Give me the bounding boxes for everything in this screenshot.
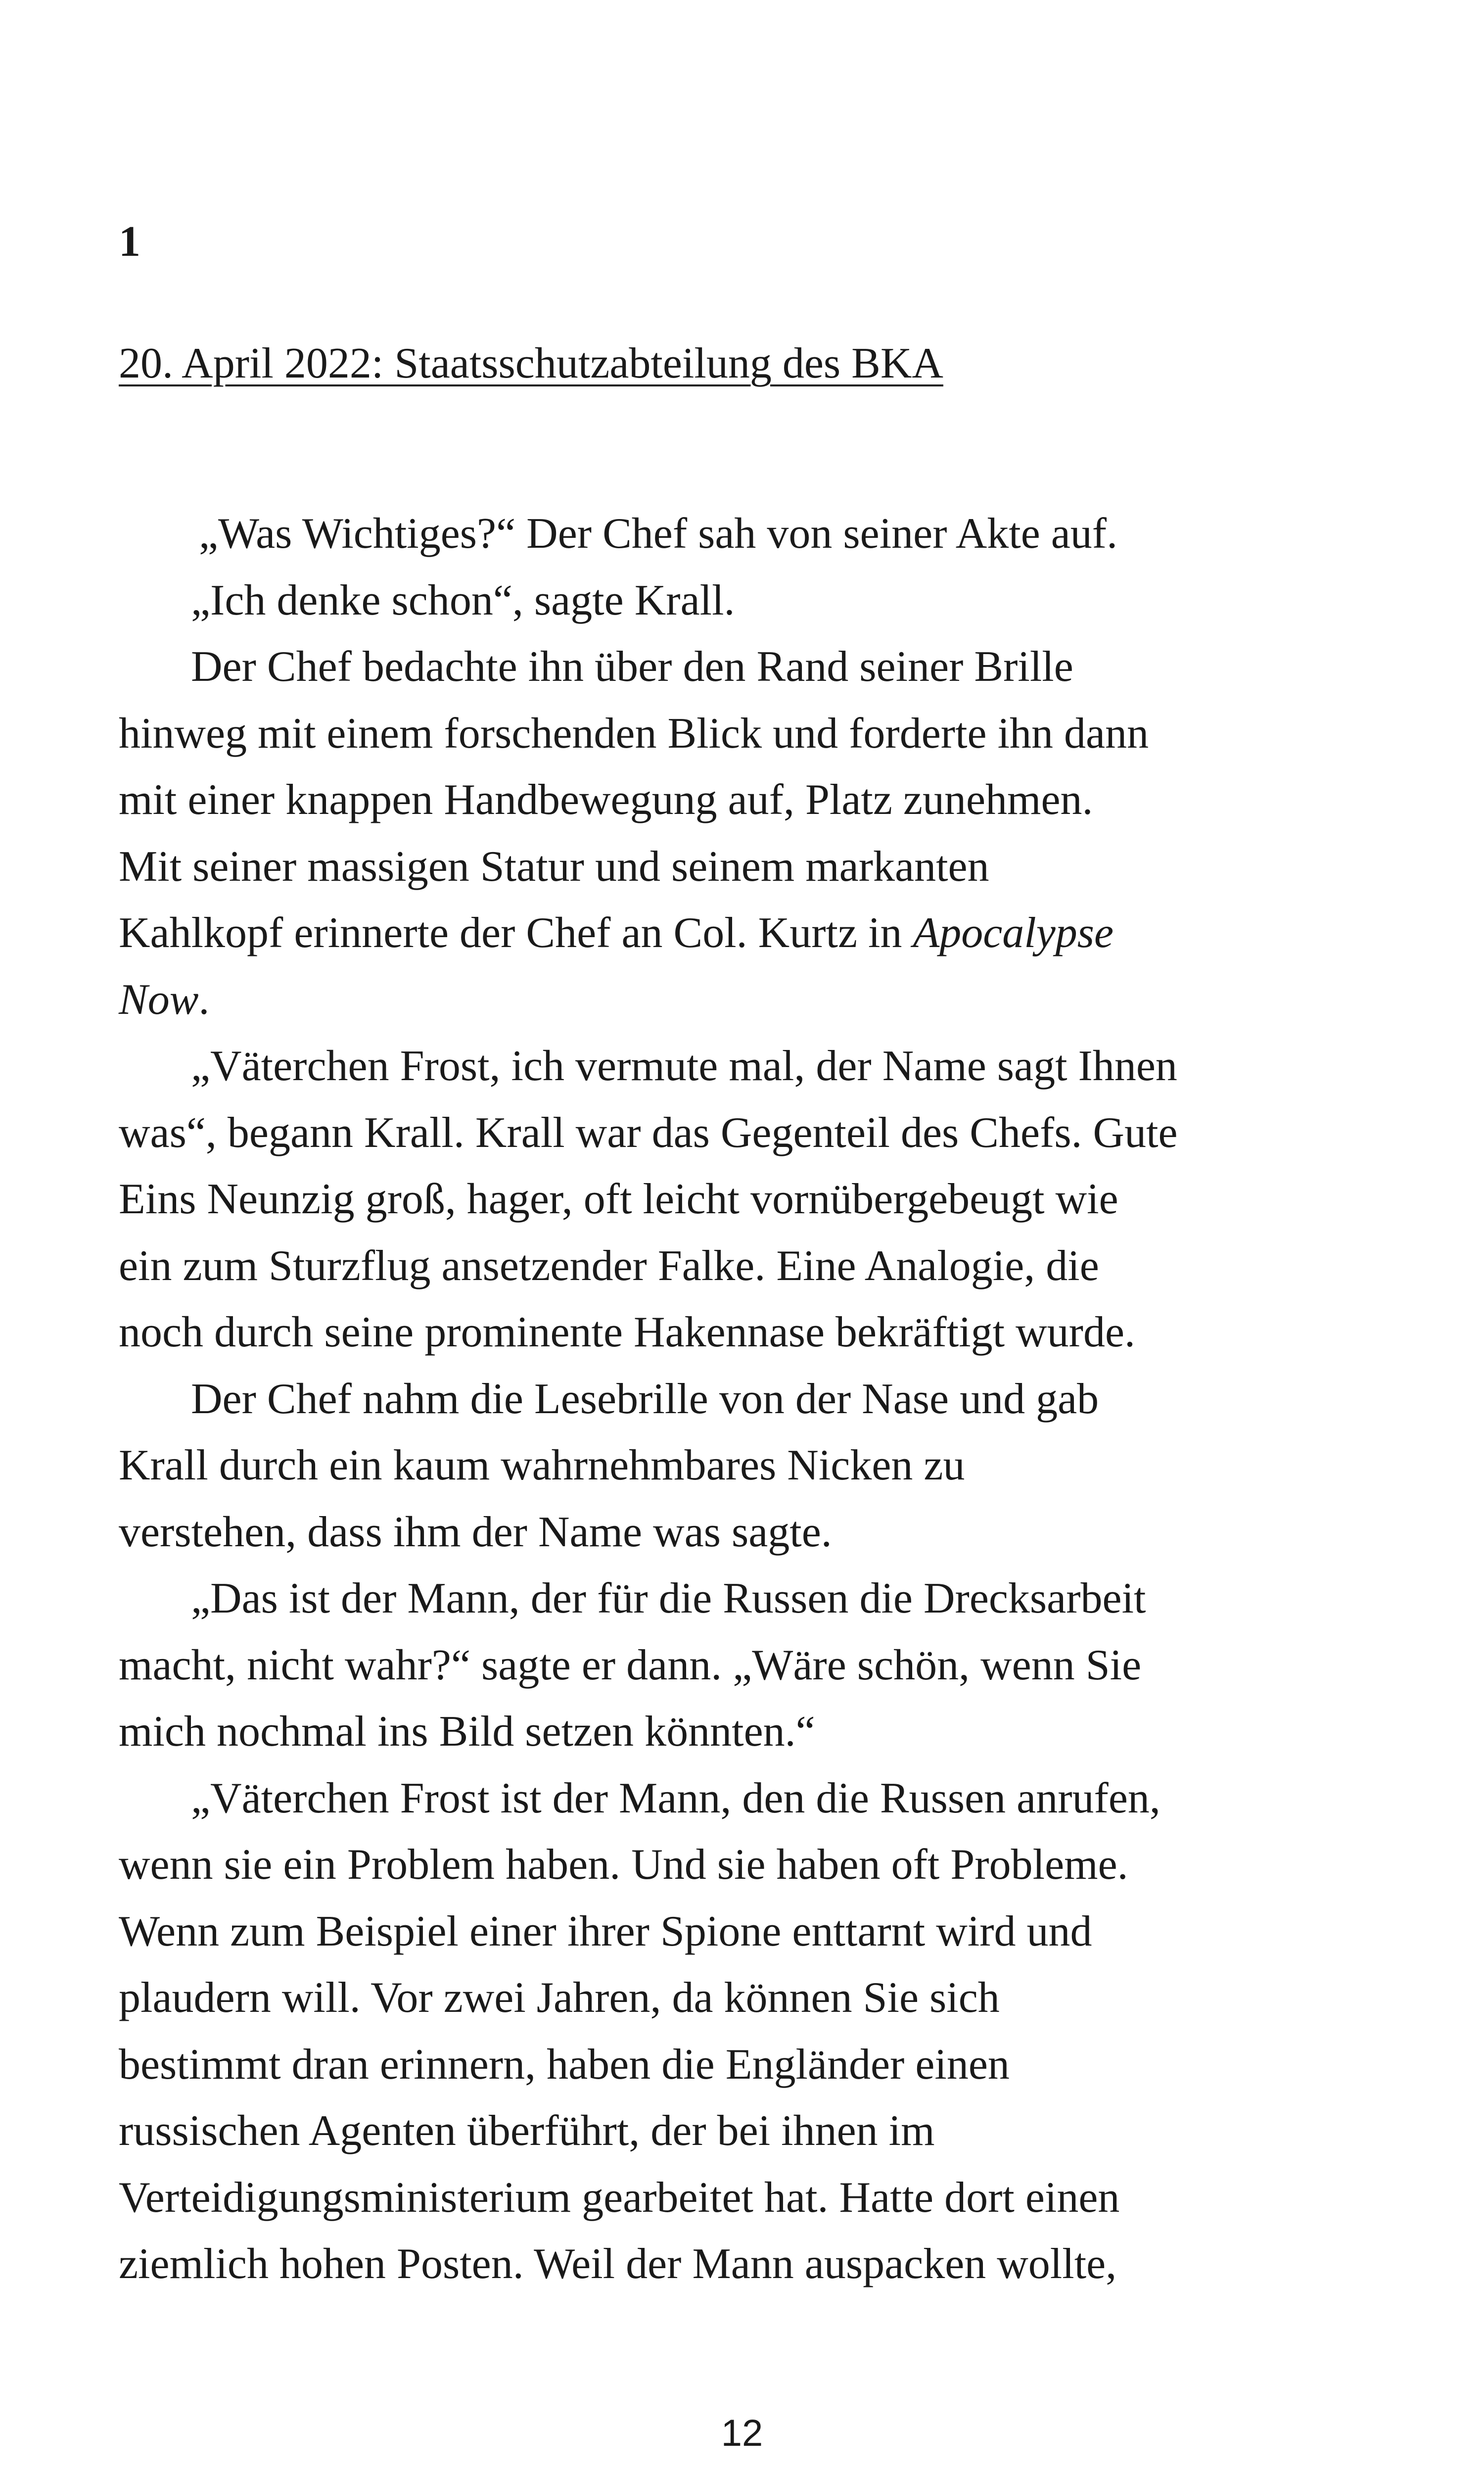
chapter-number: 1: [119, 218, 140, 266]
page-number: 12: [721, 2412, 763, 2454]
text-line: „Väterchen Frost, ich vermute mal, der Name sagt Ihnen: [191, 1042, 1177, 1090]
text-line: „Das ist der Mann, der für die Russen die Drecksarbeit: [191, 1574, 1146, 1622]
body-text: [119, 501, 1385, 2298]
text-line: noch durch seine prominente Hakennase bekräftigt wurde.: [119, 1308, 1136, 1356]
text-line: plaudern will. Vor zwei Jahren, da können Sie sich: [119, 1974, 1000, 2022]
text-line: mich nochmal ins Bild setzen könnten.“: [119, 1708, 815, 1756]
text-line: russischen Agenten überführt, der bei ihnen im: [119, 2107, 935, 2155]
text-line: bestimmt dran erinnern, haben die Engländer einen: [119, 2040, 1010, 2089]
italic-title: Apocalypse: [913, 909, 1114, 957]
text-line: verstehen, dass ihm der Name was sagte.: [119, 1508, 832, 1556]
text-line: Wenn zum Beispiel einer ihrer Spione enttarnt wird und: [119, 1907, 1092, 1955]
text-line: Der Chef bedachte ihn über den Rand seiner Brille: [191, 643, 1073, 691]
text-line: Verteidigungsministerium gearbeitet hat. Hatte dort einen: [119, 2173, 1120, 2222]
text-line: was“, begann Krall. Krall war das Gegenteil des Chefs. Gute: [119, 1108, 1178, 1157]
text-line: ein zum Sturzflug ansetzender Falke. Eine Analogie, die: [119, 1241, 1099, 1290]
text-line: hinweg mit einem forschenden Blick und forderte ihn dann: [119, 709, 1149, 758]
text-line: mit einer knappen Handbewegung auf, Platz zunehmen.: [119, 776, 1093, 824]
text-line: „Väterchen Frost ist der Mann, den die Russen anrufen,: [191, 1774, 1160, 1822]
text-segment: .: [198, 975, 210, 1024]
italic-title: Now: [119, 975, 199, 1024]
text-line: [119, 967, 1385, 1034]
text-line: Eins Neunzig groß, hager, oft leicht vornübergebeugt wie: [119, 1175, 1118, 1223]
text-line: Mit seiner massigen Statur und seinem markanten: [119, 842, 989, 891]
text-line: Krall durch ein kaum wahrnehmbares Nicken zu: [119, 1441, 965, 1489]
text-line: ziemlich hohen Posten. Weil der Mann auspacken wollte,: [119, 2240, 1117, 2288]
text-line: „Was Wichtiges?“ Der Chef sah von seiner Akte auf.: [199, 510, 1118, 558]
text-segment: Kahlkopf erinnerte der Chef an Col. Kurtz in: [119, 909, 913, 957]
text-line: macht, nicht wahr?“ sagte er dann. „Wäre schön, wenn Sie: [119, 1641, 1142, 1689]
text-line: „Ich denke schon“, sagte Krall.: [191, 576, 735, 624]
chapter-heading: 20. April 2022: Staatsschutzabteilung des BKA: [119, 339, 943, 387]
text-line: [119, 900, 1385, 967]
text-line: wenn sie ein Problem haben. Und sie haben oft Probleme.: [119, 1841, 1128, 1889]
text-line: Der Chef nahm die Lesebrille von der Nase und gab: [191, 1375, 1099, 1423]
